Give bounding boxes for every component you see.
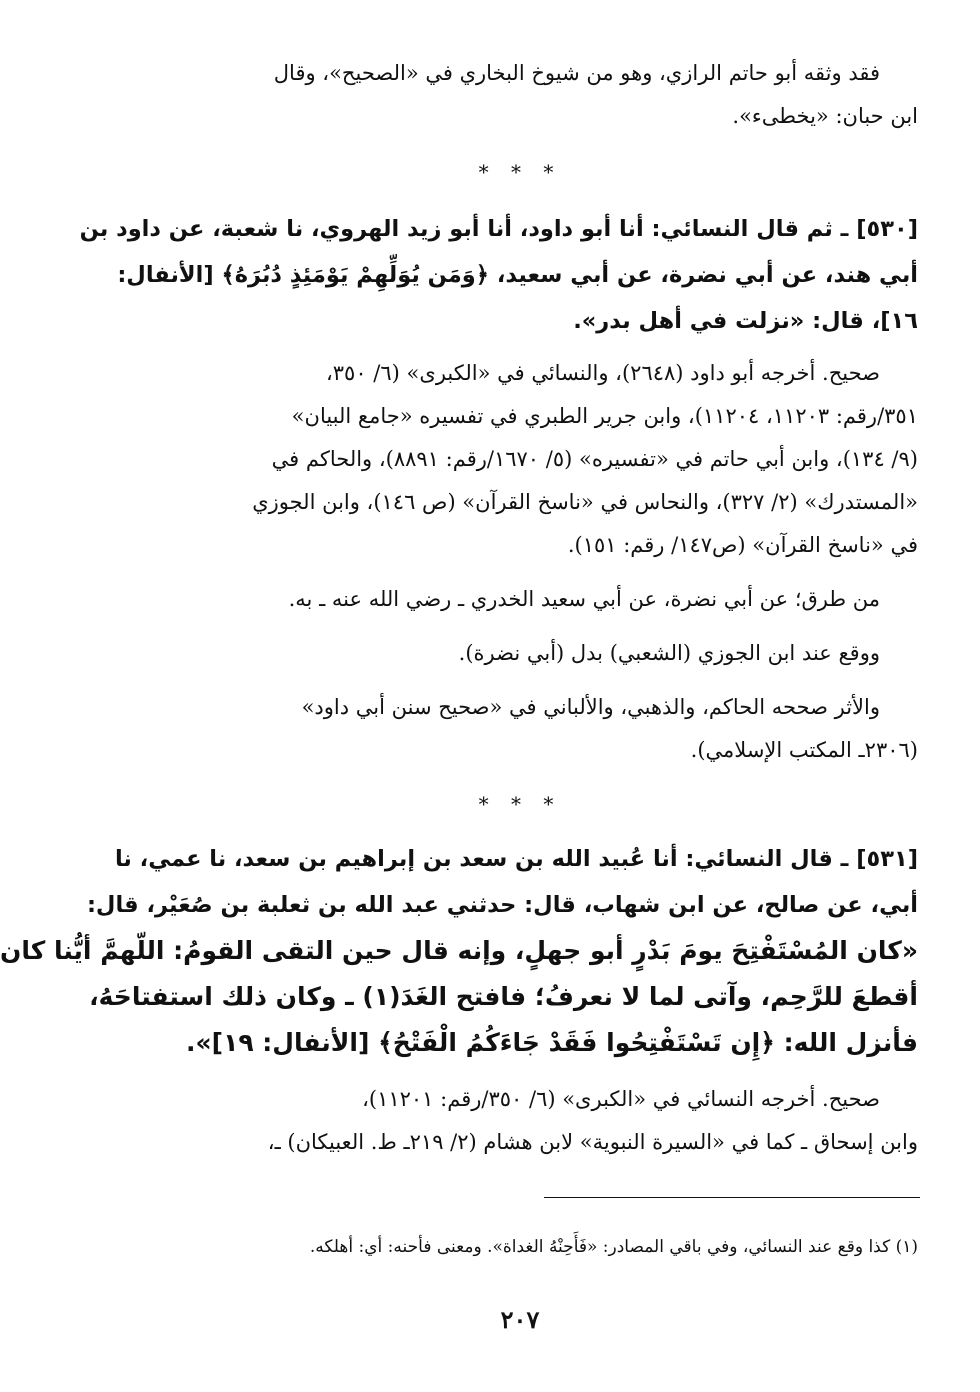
hadith-line: أقطعَ للرَّحِم، وآتى لما لا نعرفُ؛ فافتح الغَدَ(١) ـ وكان ذلك استفتاحَهُ، [89,982,918,1011]
takhrij-line: ٣٥١/رقم: ١١٢٠٣، ١١٢٠٤)، وابن جرير الطبري في تفسيره «جامع البيان» [291,404,918,428]
takhrij-line: (٩/ ١٣٤)، وابن أبي حاتم في «تفسيره» (٥/ ١٦٧٠/رقم: ٨٨٩١)، والحاكم في [271,447,918,471]
section-separator: * * * [478,792,562,816]
turuq-line: من طرق؛ عن أبي نضرة، عن أبي سعيد الخدري ـ رضي الله عنه ـ به. [288,587,880,611]
hadith-line: [٥٣١] ـ قال النسائي: أنا عُبيد الله بن سعد بن إبراهيم بن سعد، نا عمي، نا [114,846,918,872]
hadith-530-note [138,632,918,675]
note-line: ووقع عند ابن الجوزي (الشعبي) بدل (أبي نضرة). [458,641,880,665]
hadith-530-text [79,206,918,344]
hadith-line: «كان المُسْتَفْتِحَ يومَ بَدْرٍ أبو جهلٍ، وإنه قال حين التقى القومُ: اللّهمَّ أيُّنا كان [0,936,918,965]
takhrij-line: «المستدرك» (٢/ ٣٢٧)، والنحاس في «ناسخ القرآن» (ص ١٤٦)، وابن الجوزي [252,490,918,514]
intro-paragraph [138,52,918,138]
page-number: ٢٠٧ [500,1305,540,1334]
grading-line: (٢٣٠٦ـ المكتب الإسلامي). [690,738,918,762]
intro-line: ابن حبان: «يخطىء». [732,104,918,128]
intro-line: فقد وثقه أبو حاتم الرازي، وهو من شيوخ البخاري في «الصحيح»، وقال [273,61,880,85]
hadith-line: ١٦]، قال: «نزلت في أهل بدر». [573,308,918,334]
footnote-divider [544,1197,920,1198]
hadith-530-takhrij [138,352,918,567]
takhrij-line: وابن إسحاق ـ كما في «السيرة النبوية» لابن هشام (٢/ ٢١٩ـ ط. العبيكان) ـ، [267,1130,918,1154]
takhrij-line: صحيح. أخرجه النسائي في «الكبرى» (٦/ ٣٥٠/رقم: ١١٢٠١)، [362,1087,880,1111]
hadith-531-text [0,836,918,1066]
takhrij-line: صحيح. أخرجه أبو داود (٢٦٤٨)، والنسائي في «الكبرى» (٦/ ٣٥٠، [326,361,880,385]
grading-line: والأثر صححه الحاكم، والذهبي، والألباني في «صحيح سنن أبي داود» [301,695,880,719]
takhrij-line: في «ناسخ القرآن» (ص١٤٧/ رقم: ١٥١). [567,533,918,557]
hadith-line: أبي هند، عن أبي نضرة، عن أبي سعيد، ﴿وَمَن يُوَلِّهِمْ يَوْمَئِذٍ دُبُرَهُ﴾ [الأنفال: [117,262,918,288]
hadith-line: [٥٣٠] ـ ثم قال النسائي: أنا أبو داود، أنا أبو زيد الهروي، نا شعبة، عن داود بن [79,216,918,242]
hadith-line: أبي، عن صالح، عن ابن شهاب، قال: حدثني عبد الله بن ثعلبة بن صُعَيْر، قال: [86,892,918,918]
footnote: (١) كذا وقع عند النسائي، وفي باقي المصادر: «فَأَحِنْهُ الغداة». ومعنى فأحنه: أي: أهلكه. [309,1237,918,1257]
hadith-531-takhrij [138,1078,918,1164]
hadith-530-turuq [138,578,918,621]
hadith-line: فأنزل الله: ﴿إِن تَسْتَفْتِحُوا فَقَدْ جَاءَكُمُ الْفَتْحُ﴾ [الأنفال: ١٩]». [185,1028,918,1057]
hadith-530-grading [138,686,918,772]
section-separator: * * * [478,160,562,184]
